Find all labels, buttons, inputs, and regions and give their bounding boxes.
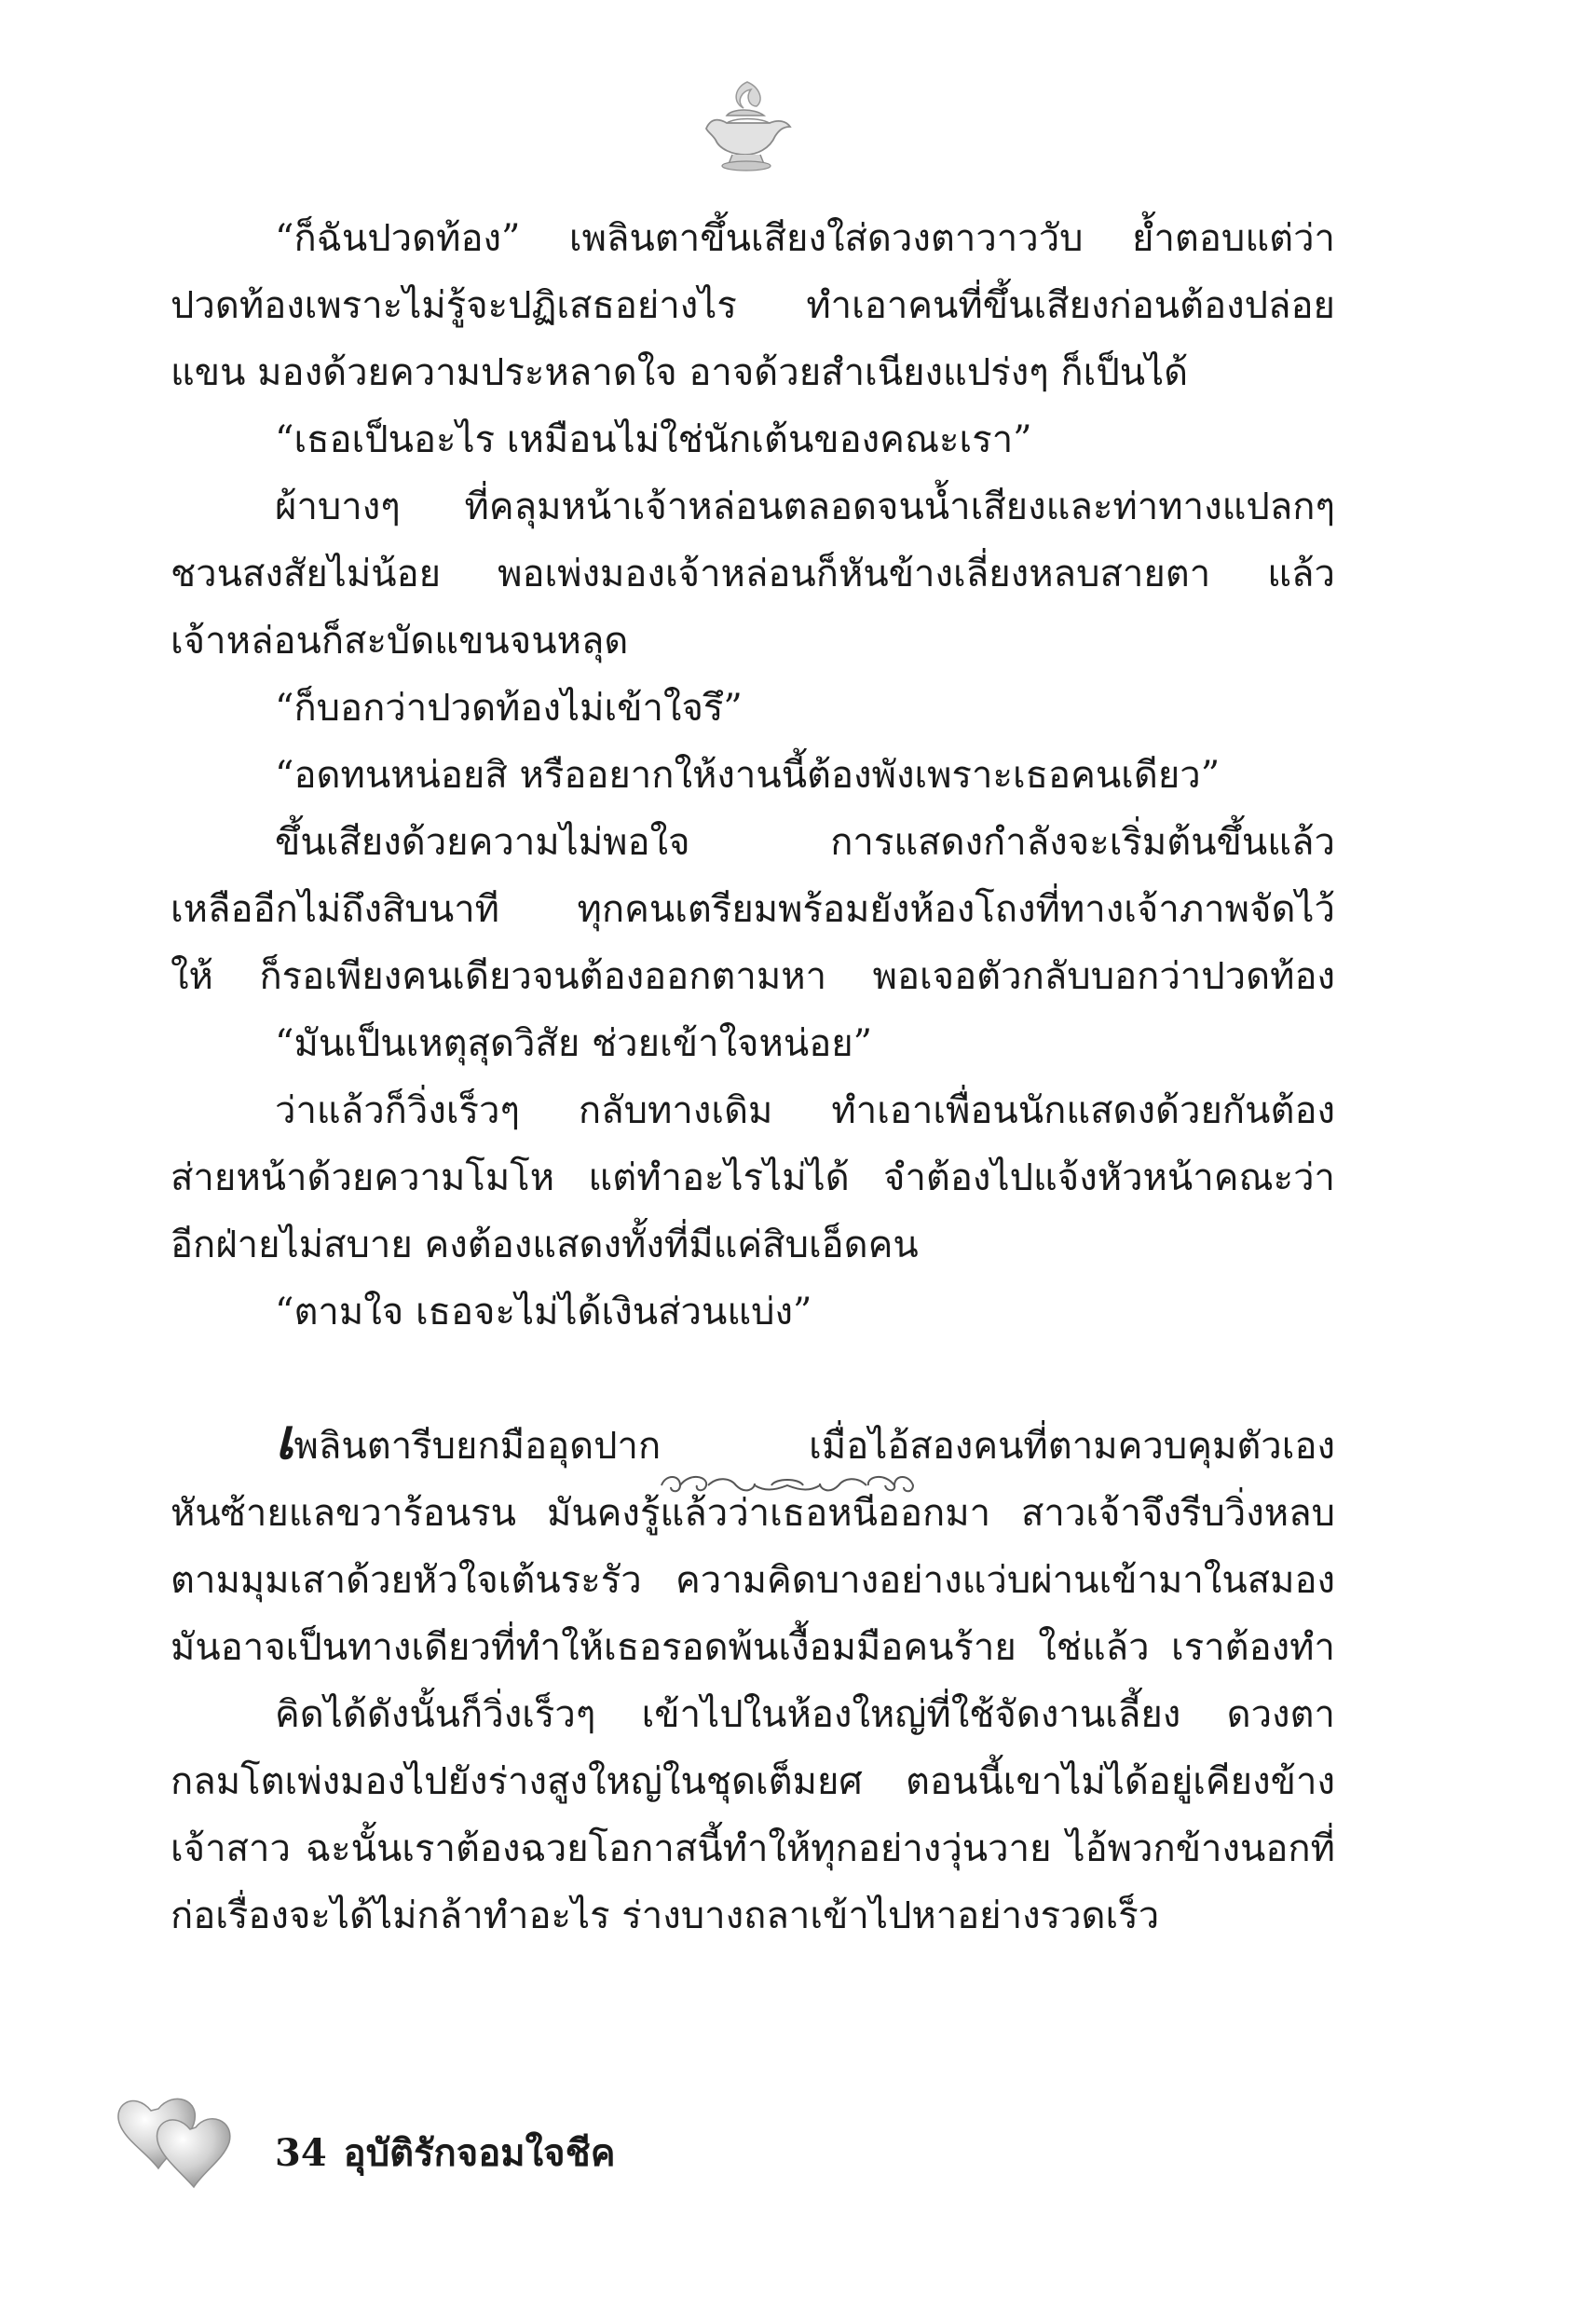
- text-line: ตามมุมเสาด้วยหัวใจเต้นระรัว ความคิดบางอย่างแว่บผ่านเข้ามาในสมอง: [171, 1559, 1335, 1602]
- scene-divider-ornament-icon: [652, 1454, 922, 1510]
- text-line: “ตามใจ เธอจะไม่ได้เงินส่วนแบ่ง”: [275, 1291, 812, 1333]
- text-line: ชวนสงสัยไม่น้อย พอเพ่งมองเจ้าหล่อนก็หันข้างเลี่ยงหลบสายตา แล้ว: [171, 553, 1335, 595]
- text-line: เจ้าหล่อนก็สะบัดแขนจนหลุด: [171, 620, 629, 663]
- text-line: คิดได้ดังนั้นก็วิ่งเร็วๆ เข้าไปในห้องใหญ่ที่ใช้จัดงานเลี้ยง ดวงตา: [275, 1693, 1335, 1736]
- text-line: “อดทนหน่อยสิ หรืออยากให้งานนี้ต้องพังเพราะเธอคนเดียว”: [275, 754, 1221, 797]
- text-line: แขน มองด้วยความประหลาดใจ อาจด้วยสำเนียงแปร่งๆ ก็เป็นได้: [171, 351, 1189, 394]
- text-line: “ก็ฉันปวดท้อง” เพลินตาขึ้นเสียงใส่ดวงตาวาววับ ย้ำตอบแต่ว่า: [275, 217, 1335, 260]
- dropcap: เ: [275, 1413, 294, 1472]
- text-line: อีกฝ่ายไม่สบาย คงต้องแสดงทั้งที่มีแค่สิบเอ็ดคน: [171, 1224, 919, 1266]
- book-title: อุบัติรักจอมใจชีค: [343, 2131, 616, 2175]
- page-number: 34: [275, 2131, 327, 2175]
- text-line: “มันเป็นเหตุสุดวิสัย ช่วยเข้าใจหน่อย”: [275, 1022, 873, 1065]
- text-line: “ก็บอกว่าปวดท้องไม่เข้าใจรึ”: [275, 687, 743, 730]
- text-line: เจ้าสาว ฉะนั้นเราต้องฉวยโอกาสนี้ทำให้ทุกอย่างวุ่นวาย ไอ้พวกข้างนอกที่: [171, 1827, 1335, 1870]
- text-line: กลมโตเพ่งมองไปยังร่างสูงใหญ่ในชุดเต็มยศ ตอนนี้เขาไม่ได้อยู่เคียงข้าง: [171, 1760, 1335, 1803]
- lamp-ornament-icon: [689, 75, 801, 177]
- text-line: ปวดท้องเพราะไม่รู้จะปฏิเสธอย่างไร ทำเอาคนที่ขึ้นเสียงก่อนต้องปล่อย: [171, 284, 1335, 327]
- text-line: “เธอเป็นอะไร เหมือนไม่ใช่นักเต้นของคณะเรา”: [275, 418, 1032, 461]
- text-line: เหลืออีกไม่ถึงสิบนาที ทุกคนเตรียมพร้อมยังห้องโถงที่ทางเจ้าภาพจัดไว้: [171, 888, 1335, 931]
- text-line: ส่ายหน้าด้วยความโมโห แต่ทำอะไรไม่ได้ จำต้องไปแจ้งหัวหน้าคณะว่า: [171, 1156, 1335, 1199]
- dropcap-line-text: พลินตารีบยกมืออุดปาก เมื่อไอ้สองคนที่ตามควบคุมตัวเอง: [293, 1425, 1335, 1468]
- text-line: มันอาจเป็นทางเดียวที่ทำให้เธอรอดพ้นเงื้อมมือคนร้าย ใช่แล้ว เราต้องทำ: [171, 1626, 1335, 1669]
- text-line: หันซ้ายแลขวาร้อนรน มันคงรู้แล้วว่าเธอหนีออกมา สาวเจ้าจึงรีบวิ่งหลบ: [171, 1492, 1335, 1535]
- text-line: ขึ้นเสียงด้วยความไม่พอใจ การแสดงกำลังจะเริ่มต้นขึ้นแล้ว: [275, 821, 1335, 864]
- page-footer: [275, 2123, 615, 2182]
- text-line: ว่าแล้วก็วิ่งเร็วๆ กลับทางเดิม ทำเอาเพื่อนนักแสดงด้วยกันต้อง: [275, 1089, 1335, 1132]
- text-line: ผ้าบางๆ ที่คลุมหน้าเจ้าหล่อนตลอดจนน้ำเสียงและท่าทางแปลกๆ: [275, 485, 1335, 528]
- text-line: ก่อเรื่องจะได้ไม่กล้าทำอะไร ร่างบางถลาเข้าไปหาอย่างรวดเร็ว: [171, 1894, 1160, 1937]
- text-line: ให้ ก็รอเพียงคนเดียวจนต้องออกตามหา พอเจอตัวกลับบอกว่าปวดท้อง: [171, 955, 1335, 998]
- hearts-ornament-icon: [114, 2083, 253, 2204]
- text-part-2: [171, 1480, 1335, 1949]
- body-text: [171, 205, 1335, 1949]
- text-part-1: [171, 205, 1335, 1346]
